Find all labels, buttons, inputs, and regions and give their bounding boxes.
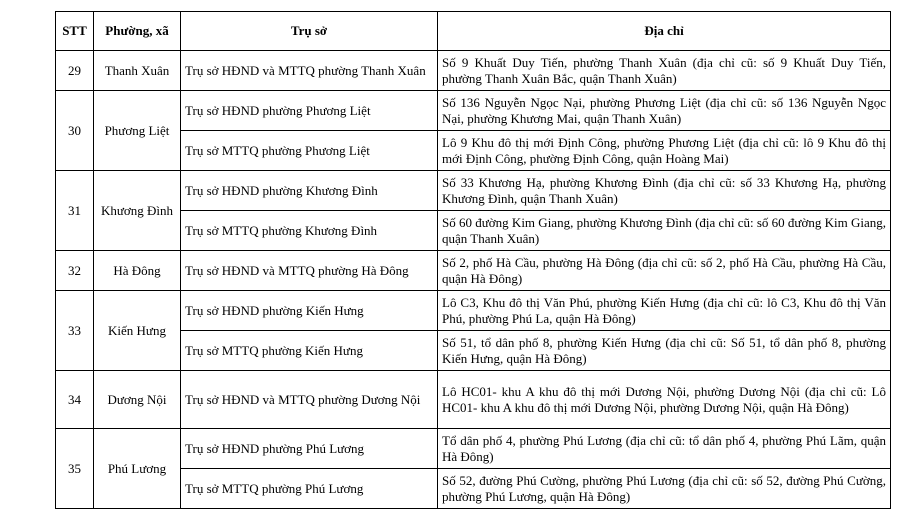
row-office: Trụ sở MTTQ phường Phương Liệt — [181, 131, 438, 171]
row-office: Trụ sở HĐND phường Kiến Hưng — [181, 291, 438, 331]
office-address-table — [55, 11, 891, 509]
row-ward: Kiến Hưng — [94, 291, 181, 371]
row-office: Trụ sở HĐND phường Phú Lương — [181, 429, 438, 469]
table-header-row — [56, 12, 891, 51]
table-row — [56, 371, 891, 429]
row-office: Trụ sở HĐND và MTTQ phường Thanh Xuân — [181, 51, 438, 91]
row-ward: Dương Nội — [94, 371, 181, 429]
row-address: Tổ dân phố 4, phường Phú Lương (địa chỉ cũ: tổ dân phố 4, phường Phú Lãm, quận Hà Đông) — [438, 429, 891, 469]
table-row — [56, 291, 891, 331]
row-stt: 32 — [56, 251, 94, 291]
row-address: Lô HC01- khu A khu đô thị mới Dương Nội, phường Dương Nội (địa chỉ cũ: Lô HC01- khu A khu đô thị mới Dương Nội, phường Dương Nội, quận Hà Đông) — [438, 371, 891, 429]
header-address: Địa chỉ — [438, 12, 891, 51]
header-stt: STT — [56, 12, 94, 51]
row-address: Số 2, phố Hà Cầu, phường Hà Đông (địa chỉ cũ: số 2, phố Hà Cầu, phường Hà Cầu, quận Hà Đông) — [438, 251, 891, 291]
row-ward: Phương Liệt — [94, 91, 181, 171]
row-office: Trụ sở MTTQ phường Phú Lương — [181, 469, 438, 509]
table-row — [56, 171, 891, 211]
row-stt: 30 — [56, 91, 94, 171]
header-office: Trụ sở — [181, 12, 438, 51]
table-row — [56, 91, 891, 131]
row-ward: Hà Đông — [94, 251, 181, 291]
row-office: Trụ sở MTTQ phường Khương Đình — [181, 211, 438, 251]
table-row — [56, 251, 891, 291]
row-ward: Thanh Xuân — [94, 51, 181, 91]
table-row — [56, 469, 891, 509]
row-office: Trụ sở HĐND phường Phương Liệt — [181, 91, 438, 131]
table-row — [56, 51, 891, 91]
header-ward: Phường, xã — [94, 12, 181, 51]
row-address: Số 52, đường Phú Cường, phường Phú Lương (địa chỉ cũ: số 52, đường Phú Cường, phường Phú Lương, quận Hà Đông) — [438, 469, 891, 509]
document-page — [55, 11, 891, 509]
table-row — [56, 131, 891, 171]
row-address: Lô 9 Khu đô thị mới Định Công, phường Phương Liệt (địa chỉ cũ: lô 9 Khu đô thị mới Định Công, phường Định Công, quận Hoàng Mai) — [438, 131, 891, 171]
row-address: Số 60 đường Kim Giang, phường Khương Đình (địa chỉ cũ: số 60 đường Kim Giang, quận Thanh Xuân) — [438, 211, 891, 251]
row-stt: 34 — [56, 371, 94, 429]
table-row — [56, 331, 891, 371]
row-address: Số 9 Khuất Duy Tiến, phường Thanh Xuân (địa chỉ cũ: số 9 Khuất Duy Tiến, phường Thanh Xuân Bắc, quận Thanh Xuân) — [438, 51, 891, 91]
table-row — [56, 429, 891, 469]
row-address: Số 136 Nguyễn Ngọc Nại, phường Phương Liệt (địa chỉ cũ: số 136 Nguyễn Ngọc Nại, phường Khương Mai, quận Thanh Xuân) — [438, 91, 891, 131]
row-office: Trụ sở HĐND phường Khương Đình — [181, 171, 438, 211]
row-address: Lô C3, Khu đô thị Văn Phú, phường Kiến Hưng (địa chỉ cũ: lô C3, Khu đô thị Văn Phú, phường Phú La, quận Hà Đông) — [438, 291, 891, 331]
row-address: Số 51, tổ dân phố 8, phường Kiến Hưng (địa chỉ cũ: Số 51, tổ dân phố 8, phường Kiến Hưng, quận Hà Đông) — [438, 331, 891, 371]
row-office: Trụ sở HĐND và MTTQ phường Hà Đông — [181, 251, 438, 291]
row-office: Trụ sở MTTQ phường Kiến Hưng — [181, 331, 438, 371]
table-row — [56, 211, 891, 251]
row-stt: 31 — [56, 171, 94, 251]
row-office: Trụ sở HĐND và MTTQ phường Dương Nội — [181, 371, 438, 429]
row-stt: 29 — [56, 51, 94, 91]
row-stt: 33 — [56, 291, 94, 371]
row-ward: Phú Lương — [94, 429, 181, 509]
row-stt: 35 — [56, 429, 94, 509]
row-ward: Khương Đình — [94, 171, 181, 251]
row-address: Số 33 Khương Hạ, phường Khương Đình (địa chỉ cũ: số 33 Khương Hạ, phường Khương Đình, quận Thanh Xuân) — [438, 171, 891, 211]
